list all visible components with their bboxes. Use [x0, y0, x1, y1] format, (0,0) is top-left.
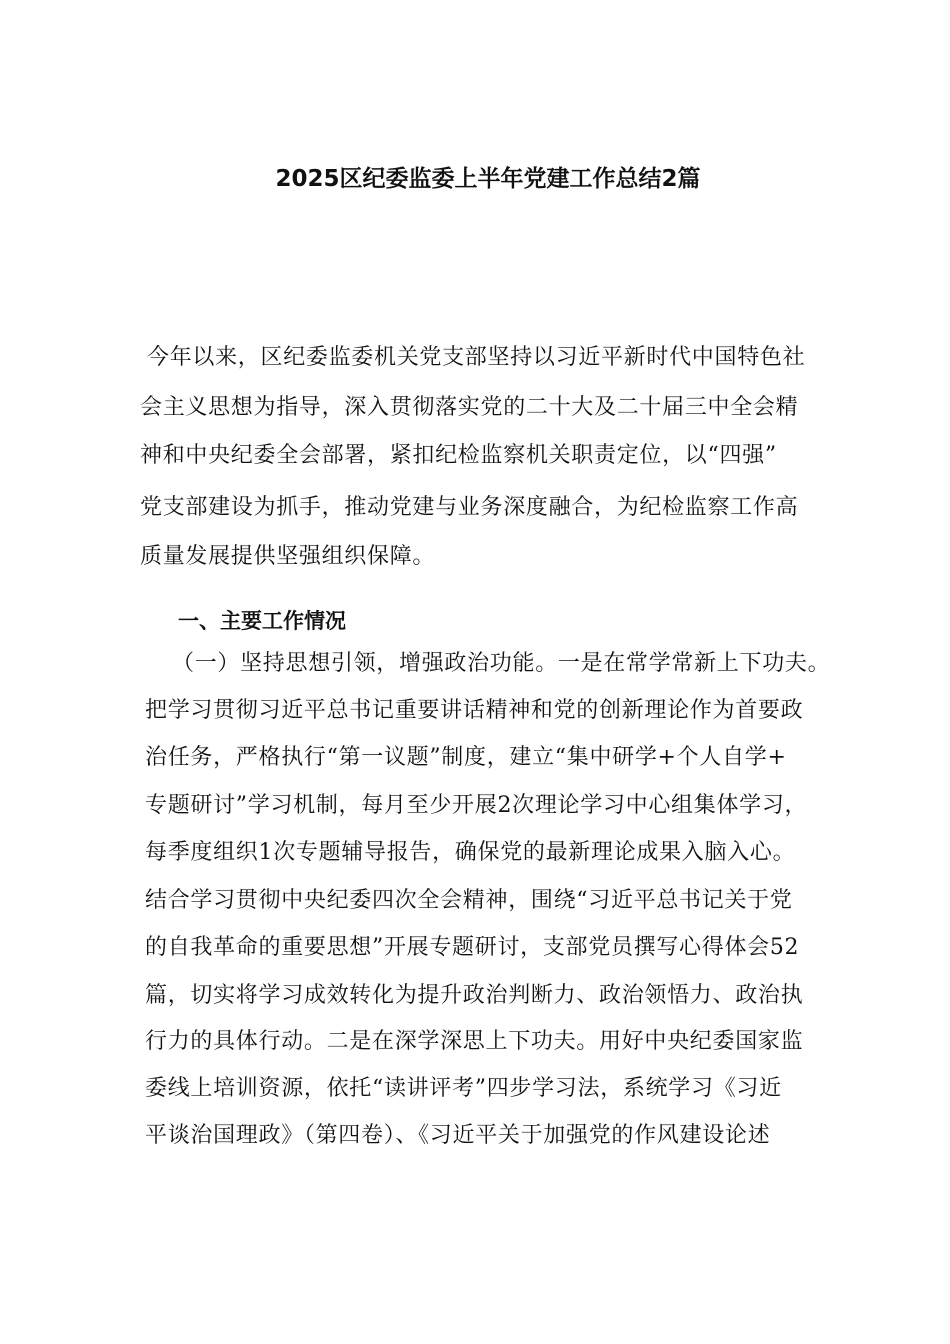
body-line: （一）坚持思想引领，增强政治功能。一是在常学常新上下功夫。	[172, 651, 831, 676]
body-line: 结合学习贯彻中央纪委四次全会精神，围绕“习近平总书记关于党	[145, 888, 793, 913]
body-line: 专题研讨”学习机制，每月至少开展2次理论学习中心组集体学习，	[145, 793, 808, 818]
body-line: 的自我革命的重要思想”开展专题研讨，支部党员撰写心得体会52	[145, 935, 800, 960]
intro-line: 今年以来，区纪委监委机关党支部坚持以习近平新时代中国特色社	[147, 345, 806, 370]
body-line: 委线上培训资源，依托“读讲评考”四步学习法，系统学习《习近	[145, 1076, 782, 1101]
body-line: 治任务，严格执行“第一议题”制度，建立“集中研学+个人自学+	[145, 745, 787, 770]
document-title: 2025区纪委监委上半年党建工作总结2篇	[275, 166, 701, 192]
body-line: 行力的具体行动。二是在深学深思上下功夫。用好中央纪委国家监	[145, 1029, 804, 1054]
intro-line: 质量发展提供坚强组织保障。	[140, 544, 436, 569]
body-line: 把学习贯彻习近平总书记重要讲话精神和党的创新理论作为首要政	[145, 698, 804, 723]
intro-line: 神和中央纪委全会部署，紧扣纪检监察机关职责定位，以“四强”	[140, 443, 777, 468]
intro-line: 党支部建设为抓手，推动党建与业务深度融合，为纪检监察工作高	[140, 495, 799, 520]
body-line: 篇，切实将学习成效转化为提升政治判断力、政治领悟力、政治执	[145, 983, 804, 1008]
section-heading: 一、主要工作情况	[178, 609, 346, 633]
intro-line: 会主义思想为指导，深入贯彻落实党的二十大及二十届三中全会精	[140, 395, 799, 420]
body-line: 平谈治国理政》（第四卷）、《习近平关于加强党的作风建设论述	[145, 1123, 771, 1148]
body-line: 每季度组织1次专题辅导报告，确保党的最新理论成果入脑入心。	[145, 840, 796, 865]
